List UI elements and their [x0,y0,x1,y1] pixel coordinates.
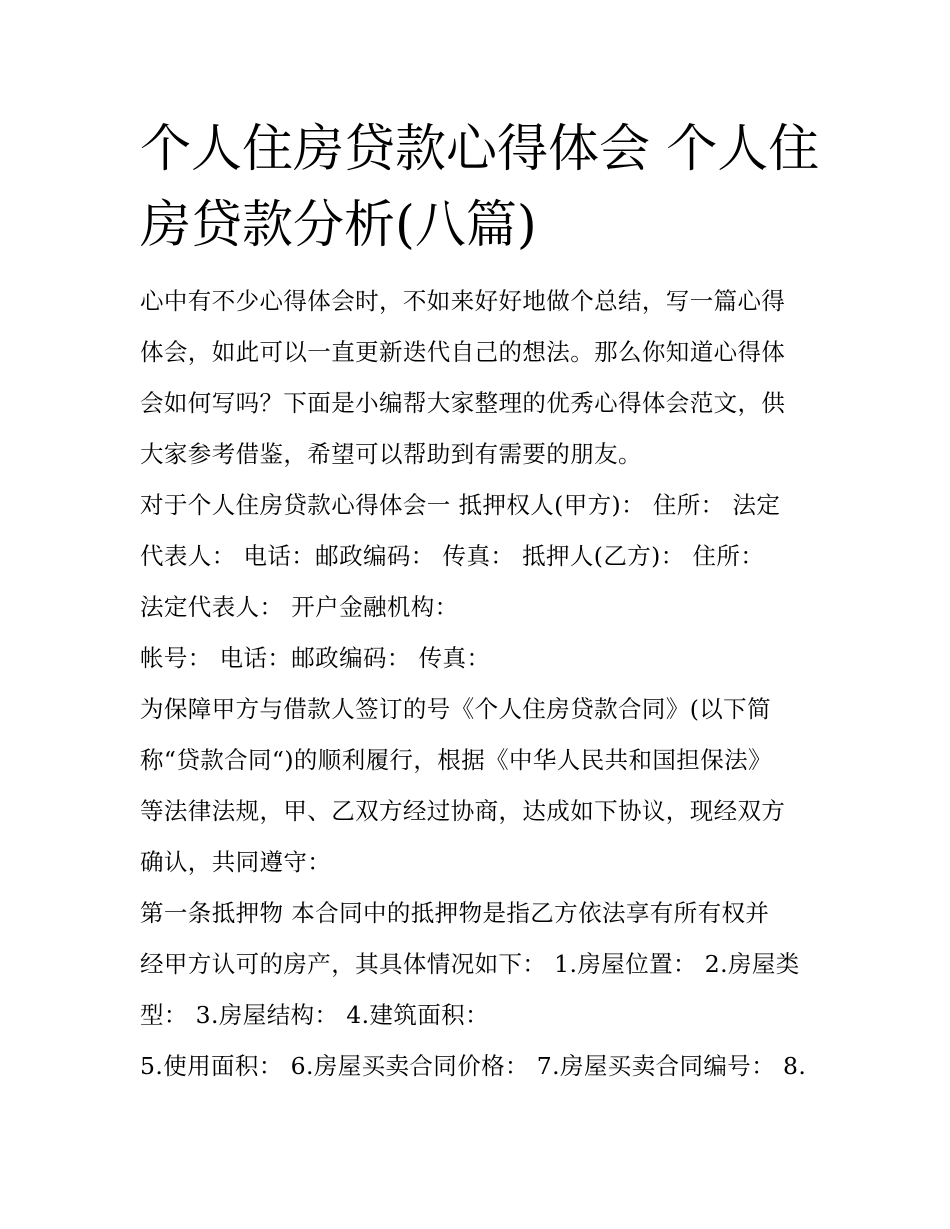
text-line: 称“贷款合同“)的顺利履行，根据《中华人民共和国担保法》 [140,746,772,774]
text-line: 为保障甲方与借款人签订的号《个人住房贷款合同》(以下简 [140,695,771,723]
article-one-paragraph [140,888,820,1092]
purpose-paragraph [140,684,820,888]
parties-paragraph [140,480,820,633]
account-paragraph [140,633,820,684]
title-line: 房贷款分析(八篇) [140,196,537,255]
text-line: 帐号： 电话：邮政编码： 传真： [140,644,491,672]
intro-paragraph [140,276,820,480]
text-line: 第一条抵押物 本合同中的抵押物是指乙方依法享有所有权并 [140,899,770,927]
text-line: 对于个人住房贷款心得体会一 抵押权人(甲方)： 住所： 法定 [140,491,781,519]
text-line: 法定代表人： 开户金融机构： [140,593,459,621]
document-title [140,112,830,264]
text-line: 代表人： 电话：邮政编码： 传真： 抵押人(乙方)： 住所： [140,542,765,570]
text-line: 会如何写吗？下面是小编帮大家整理的优秀心得体会范文，供 [140,389,786,417]
text-line: 心中有不少心得体会时，不如来好好地做个总结，写一篇心得 [140,287,786,315]
text-line: 体会，如此可以一直更新迭代自己的想法。那么你知道心得体 [140,338,786,366]
text-line: 确认，共同遵守： [140,848,332,876]
text-line: 经甲方认可的房产，其具体情况如下： 1.房屋位置： 2.房屋类 [140,950,800,978]
text-line: 等法律法规，甲、乙双方经过协商，达成如下协议，现经双方 [140,797,786,825]
text-line: 大家参考借鉴，希望可以帮助到有需要的朋友。 [140,440,642,468]
title-line: 个人住房贷款心得体会 个人住 [140,120,820,179]
text-line: 型： 3.房屋结构： 4.建筑面积： [140,1001,489,1029]
text-line: 5.使用面积： 6.房屋买卖合同价格： 7.房屋买卖合同编号： 8. [140,1052,807,1080]
document-body [140,276,820,1092]
